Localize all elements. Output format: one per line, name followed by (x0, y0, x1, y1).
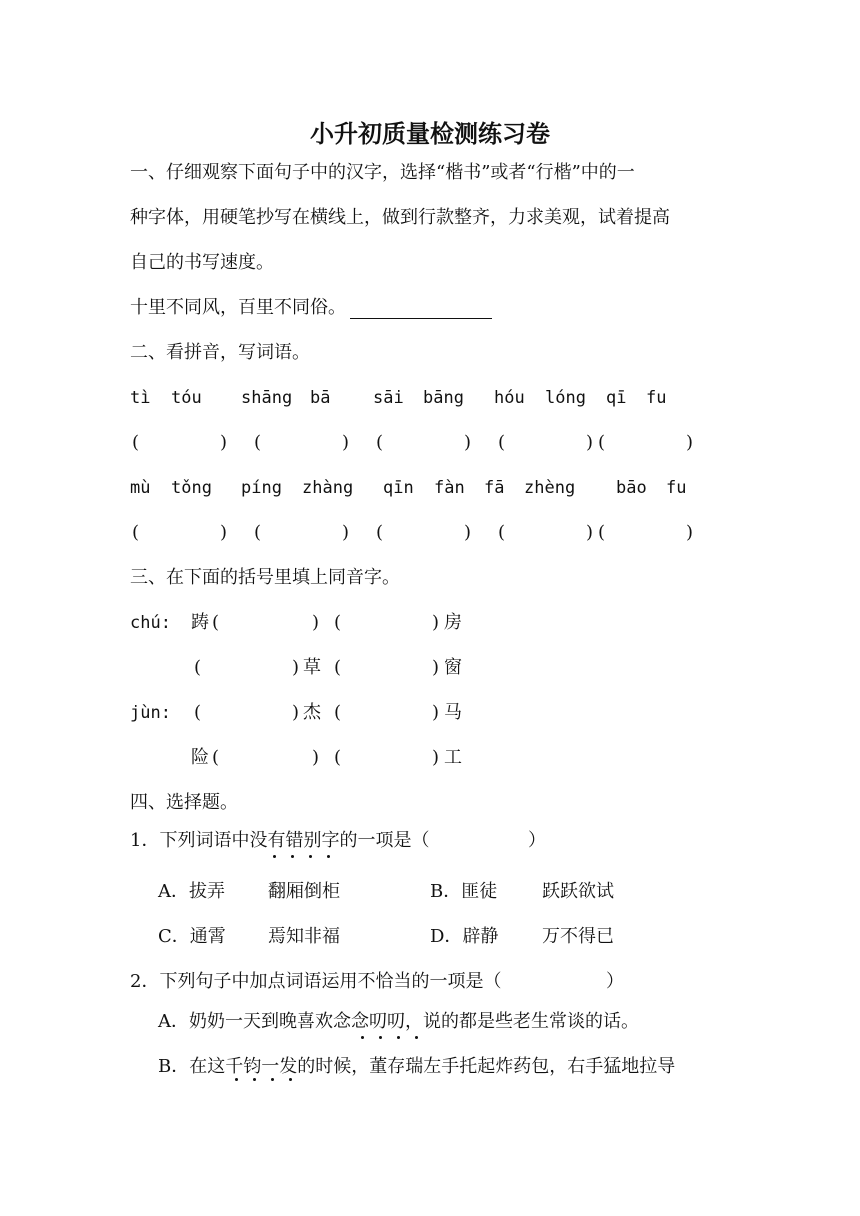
q1-answer-blank[interactable] (350, 300, 492, 319)
pinyin: lóng (545, 388, 586, 408)
pinyin: píng (241, 478, 282, 498)
pinyin: zhàng (302, 478, 354, 498)
dotted-emphasis: 没有错别 (249, 830, 322, 851)
pinyin: hóu (494, 388, 525, 408)
q1-instruction-line3: 自己的书写速度。 (130, 252, 274, 273)
pinyin: bā (310, 388, 331, 408)
pinyin: bāng (423, 388, 464, 408)
jun-char: 工 (444, 747, 462, 768)
pinyin: tǒng (171, 478, 212, 498)
q4-2-close: ） (606, 971, 624, 992)
chu-label: chú: (130, 613, 171, 633)
jun-char: 马 (444, 702, 462, 723)
q4-1-close: ） (528, 830, 546, 851)
chu-char: 草 (303, 657, 321, 678)
q4-1-option-b-word2: 跃跃欲试 (542, 881, 614, 902)
pinyin: bāo (616, 478, 647, 498)
pinyin: qī (606, 388, 627, 408)
q2-heading: 二、看拼音，写词语。 (130, 342, 310, 363)
jun-label: jùn: (130, 703, 171, 723)
pinyin: qīn (383, 478, 414, 498)
jun-char: 杰 (303, 702, 321, 723)
q4-1-option-c-word2: 焉知非福 (268, 926, 340, 947)
q1-instruction-line1: 一、仔细观察下面句子中的汉字，选择“楷书”或者“行楷”中的一 (130, 162, 635, 183)
pinyin: shāng (241, 388, 293, 408)
pinyin: tóu (171, 388, 202, 408)
q4-1-option-c[interactable]: C．通霄 (158, 926, 226, 947)
pinyin: fu (646, 388, 667, 408)
chu-char: 窗 (444, 657, 462, 678)
q4-2-option-b[interactable]: B．在这千钧一发的时候，董存瑞左手托起炸药包，右手猛地拉导 (158, 1056, 676, 1077)
pinyin: mù (130, 478, 151, 498)
chu-char: 房 (444, 612, 462, 633)
q4-1-option-a-word2: 翻厢倒柜 (268, 881, 340, 902)
q4-1-stem: 1．下列词语中没有错别字的一项是（ (130, 830, 430, 851)
pinyin: sāi (373, 388, 404, 408)
q1-instruction-line2: 种字体，用硬笔抄写在横线上，做到行款整齐，力求美观，试着提高 (130, 207, 670, 228)
chu-char: 踌 (191, 612, 209, 633)
pinyin: fu (666, 478, 687, 498)
q3-heading: 三、在下面的括号里填上同音字。 (130, 567, 400, 588)
q4-1-option-d-word2: 万不得已 (542, 926, 614, 947)
pinyin: fàn (434, 478, 465, 498)
q4-2-stem: 2．下列句子中加点词语运用不恰当的一项是（ (130, 971, 502, 992)
q1-sentence: 十里不同风，百里不同俗。 (130, 297, 346, 318)
pinyin: zhèng (524, 478, 576, 498)
q4-heading: 四、选择题。 (130, 792, 238, 813)
q4-1-option-d[interactable]: D．辟静 (430, 926, 499, 947)
pinyin: tì (130, 388, 151, 408)
q4-1-option-b[interactable]: B．匪徒 (430, 881, 498, 902)
q1-sentence-row (130, 297, 492, 319)
page-title: 小升初质量检测练习卷 (310, 120, 550, 148)
pinyin: fā (484, 478, 505, 498)
q4-2-option-a[interactable]: A．奶奶一天到晚喜欢念念叨叨，说的都是些老生常谈的话。 (158, 1011, 639, 1032)
jun-char: 险 (191, 747, 209, 768)
q4-1-option-a[interactable]: A．拔弄 (158, 881, 225, 902)
